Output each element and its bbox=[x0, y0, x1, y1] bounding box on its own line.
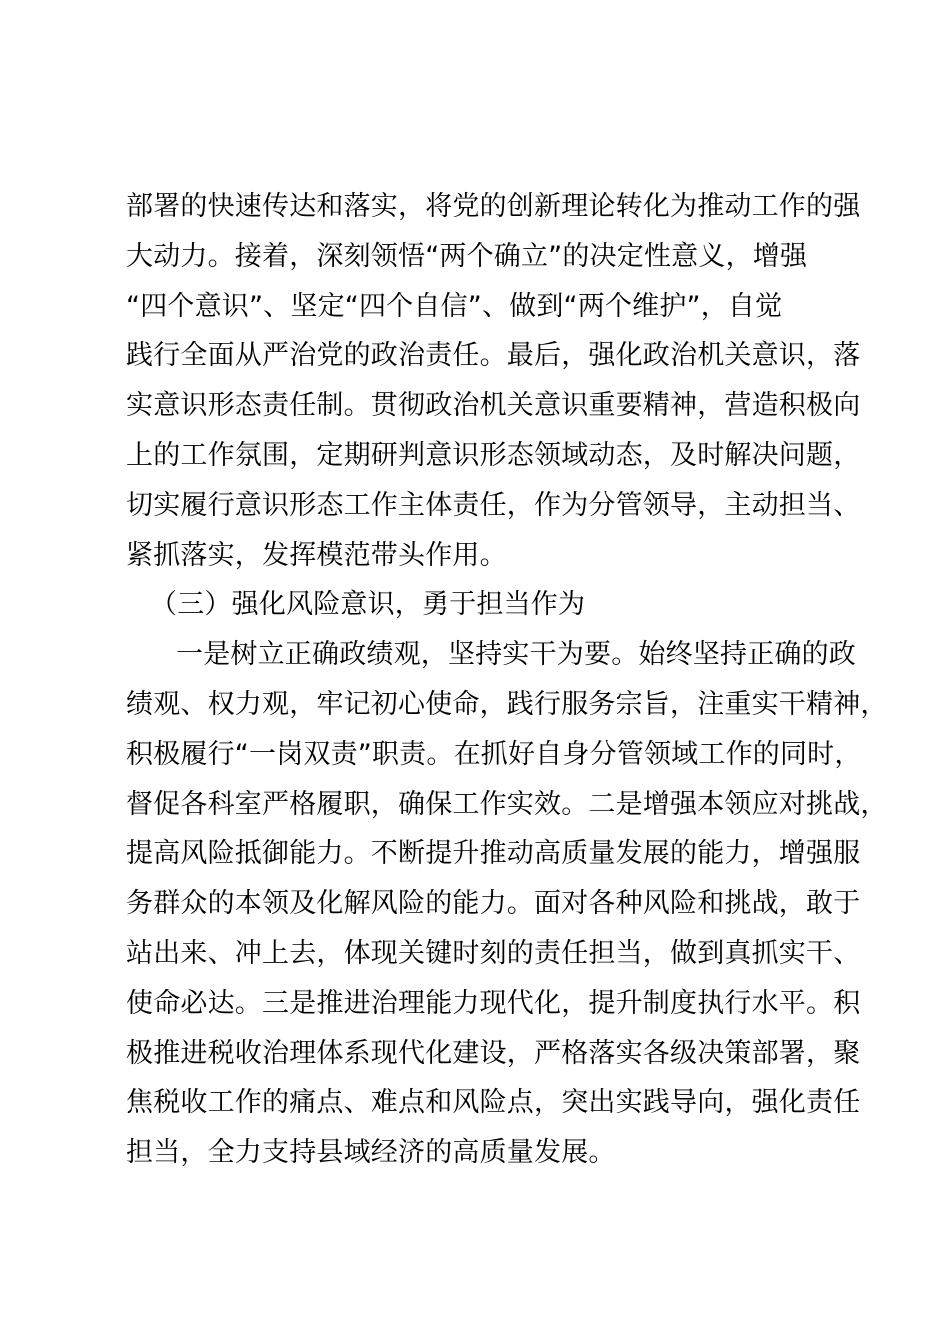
text-line: 焦税收工作的痛点、难点和风险点，突出实践导向，强化责任 bbox=[126, 1087, 861, 1119]
body-text bbox=[126, 182, 888, 1178]
text-line: 紧抓落实，发挥模范带头作用。 bbox=[126, 539, 507, 571]
text-line: 部署的快速传达和落实，将党的创新理论转化为推动工作的强 bbox=[126, 191, 861, 222]
text-line: 大动力。接着，深刻领悟“两个确立”的决定性意义，增强 bbox=[126, 240, 808, 272]
text-line: 务群众的本领及化解风险的能力。面对各种风险和挑战，敢于 bbox=[126, 888, 861, 920]
text-line: 担当，全力支持县域经济的高质量发展。 bbox=[126, 1137, 616, 1169]
section-heading: （三）强化风险意识，勇于担当作为 bbox=[150, 589, 586, 621]
text-line: 绩观、权力观，牢记初心使命，践行服务宗旨，注重实干精神， bbox=[126, 688, 888, 720]
text-line: 切实履行意识形态工作主体责任，作为分管领导，主动担当、 bbox=[126, 489, 861, 521]
text-line: 站出来、冲上去，体现关键时刻的责任担当，做到真抓实干、 bbox=[126, 937, 861, 969]
text-line: 使命必达。三是推进治理能力现代化，提升制度执行水平。积 bbox=[126, 987, 861, 1019]
text-line: 提高风险抵御能力。不断提升推动高质量发展的能力，增强服 bbox=[126, 838, 861, 870]
text-line: “四个意识”、坚定“四个自信”、做到“两个维护”，自觉 bbox=[126, 290, 783, 322]
text-line: 践行全面从严治党的政治责任。最后，强化政治机关意识，落 bbox=[126, 340, 861, 372]
text-line: 实意识形态责任制。贯彻政治机关意识重要精神，营造积极向 bbox=[126, 390, 861, 422]
text-line: 上的工作氛围，定期研判意识形态领域动态，及时解决问题， bbox=[126, 439, 861, 471]
text-line: 督促各科室严格履职，确保工作实效。二是增强本领应对挑战， bbox=[126, 788, 888, 820]
text-line: 极推进税收治理体系现代化建设，严格落实各级决策部署，聚 bbox=[126, 1037, 861, 1069]
text-line: 一是树立正确政绩观，坚持实干为要。始终坚持正确的政 bbox=[176, 639, 856, 671]
text-line: 积极履行“一岗双责”职责。在抓好自身分管领域工作的同时， bbox=[126, 738, 862, 770]
